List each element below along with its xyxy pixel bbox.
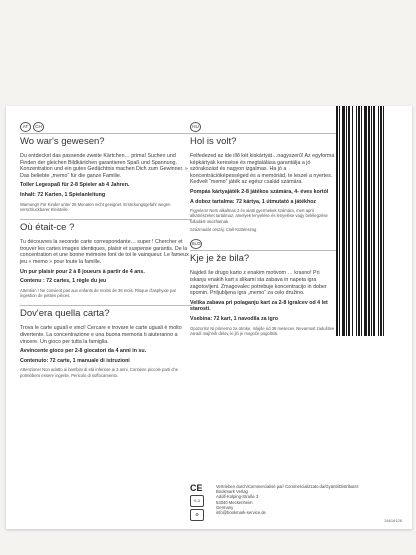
description: Tu découvres la seconde carte correspondante… super ! Chercher et trouver les cartes images identiques, plaisir et suspense garantis. De la concentration et une bonne mémoire font de toi le vainqueur. Le fameux jeu « memo » pour toute la famille. bbox=[20, 239, 189, 265]
country-badges bbox=[190, 239, 336, 248]
barcode-bar bbox=[384, 106, 386, 336]
players-info: Toller Legespaß für 2-8 Spieler ab 4 Jahren. bbox=[20, 182, 130, 189]
contents-info: Inhalt: 72 Karten, 1 Spielanleitung bbox=[20, 191, 106, 198]
section-title: Hol is volt? bbox=[190, 136, 237, 147]
players-info: Avvincente gioco per 2-8 giocatori da 4 anni in su. bbox=[20, 348, 147, 355]
article-code: 24616126 bbox=[384, 518, 402, 523]
contents-info: Vsebina: 72 kart, 1 navodila za igro bbox=[190, 315, 279, 322]
divider bbox=[190, 133, 336, 134]
recycle-icon: ♻ bbox=[190, 509, 204, 521]
address-line: 53340 Meckenheim bbox=[216, 499, 253, 505]
address-line: Germany bbox=[216, 504, 234, 510]
importer-text: Százmadár orszáj: Csél Kütténszog bbox=[190, 227, 257, 233]
section-slovenian bbox=[190, 239, 336, 336]
description: Felfedezed az ide illő két kiskártyát…nagyszerű! Az egyforma képkártyák keresése és megtalálása garantálja a jó szórakozást és nagyon izgalmas. Ha jó a koncentrációképességed és a memóriád, te leszel a nyertes. Kedvelt “memo” játék az egész család számára. bbox=[190, 153, 335, 186]
certification-icons bbox=[190, 484, 210, 521]
section-title: Dov'era quella carta? bbox=[20, 308, 110, 320]
country-badges bbox=[20, 122, 192, 131]
badge-ch: CH bbox=[33, 122, 44, 132]
address-line: Adolf-Kolping-Straße 3 bbox=[216, 494, 259, 500]
description: Najdeš še drugo karto z enakim motivom … krasno! Pri iskanju enakih kart s slikami sta zabava in napeta igra zagotovljeni. Zmagovalec potrebuje koncentracijo in dober spomin. Priljubljena igra „memo“ za celo družino. bbox=[190, 270, 327, 297]
right-column bbox=[190, 122, 336, 343]
section-french bbox=[20, 219, 192, 298]
contents-info: Contenuto: 72 carte, 1 manuale di istruzioni bbox=[20, 357, 130, 364]
section-title: Wo war's gewesen? bbox=[20, 136, 105, 147]
age-warning-icon: 0-3 bbox=[190, 495, 204, 507]
badge-slo: SLO bbox=[190, 239, 202, 249]
players-info: Pompás kártyajáték 2-8 játékos számára, 4- éves kortól bbox=[190, 188, 329, 195]
distributor-info bbox=[216, 484, 359, 521]
section-german bbox=[20, 122, 192, 212]
address-line: Bookmark Verlag bbox=[216, 489, 248, 495]
description: Du entdeckst das passende zweite Kärtchen… prima! Suchen und Finden der gleichen Bildkärtchen garantieren Spaß und Spannung. Konzentration und ein gutes Gedächtnis machen Dich zum Gewinner. » Das beliebte „memo“ für die ganze Familie. bbox=[20, 153, 188, 179]
contents-info: A doboz tartalma: 72 kártya, 1 útmutató a játékhoz bbox=[190, 198, 317, 205]
left-column bbox=[20, 122, 192, 385]
divider bbox=[20, 133, 192, 134]
section-hungarian bbox=[190, 122, 336, 232]
divider bbox=[190, 250, 336, 251]
warning-text: Attenzione! Non adatto ai bambini di età inferiore ai 3 anni. Contiene piccole parti che potrebbero essere ingerite. Pericolo di soffocamento. bbox=[20, 367, 179, 378]
section-title: Où était-ce ? bbox=[20, 222, 75, 234]
warning-text: Warnung!! Für Kinder unter 36 Monaten nicht geeignet. Erstickungsgefahr wegen verschluckbarer Kleinteile. bbox=[20, 201, 171, 212]
email: info@bookmark-service.de bbox=[216, 510, 266, 516]
section-title: Kje je že bila? bbox=[190, 253, 250, 265]
badge-at: AT bbox=[20, 122, 31, 132]
warning-text: Attention ! Ne convient pas aux enfants de moins de 36 mois. Risque d'asphyxie par ingestion de petites pièces. bbox=[20, 287, 177, 299]
warning-text: Figyelem! Nem alkalmas 3 év alatti gyermekek számára, mert apró alkatrészeket tartalmaz, amelyek lenyelése és lenyelése vagy belélegzése fulladást okozhatnak. bbox=[190, 208, 328, 224]
country-badges bbox=[190, 122, 336, 131]
divider bbox=[20, 219, 192, 220]
divider bbox=[20, 305, 192, 306]
barcode bbox=[336, 106, 406, 336]
players-info: Un pur plaisir pour 2 à 8 joueurs à partir de 4 ans. bbox=[20, 268, 145, 275]
footer bbox=[190, 484, 400, 521]
contents-info: Contenu : 72 cartes, 1 règle du jeu bbox=[20, 278, 107, 285]
distributor-label: Vertrieben durch/Commercialisé par/ Commercializzato da/Gyártó/Distributer: bbox=[216, 484, 360, 489]
players-info: Velika zabava pri polaganju kart za 2-8 igralcev od 4 let starosti. bbox=[190, 299, 328, 313]
ce-mark-icon: CE bbox=[190, 483, 203, 493]
description: Trova le carte uguali e vinci! Cercare e trovare le carte uguali è molto divertente. La concentrazione e una buona memoria ti aiuteranno a vincere. Un gioco per tutta la famiglia. bbox=[20, 325, 182, 345]
product-box-back bbox=[6, 106, 412, 529]
badge-hu: HU bbox=[190, 122, 201, 132]
section-italian bbox=[20, 305, 192, 378]
warning-text: Opozorilo! Ni primerno za otroke, mlajše od 36 mesecev. Nevarnost zadušitve zaradi majhnih delov, ki jih je mogoče pogoltniti. bbox=[190, 325, 335, 336]
